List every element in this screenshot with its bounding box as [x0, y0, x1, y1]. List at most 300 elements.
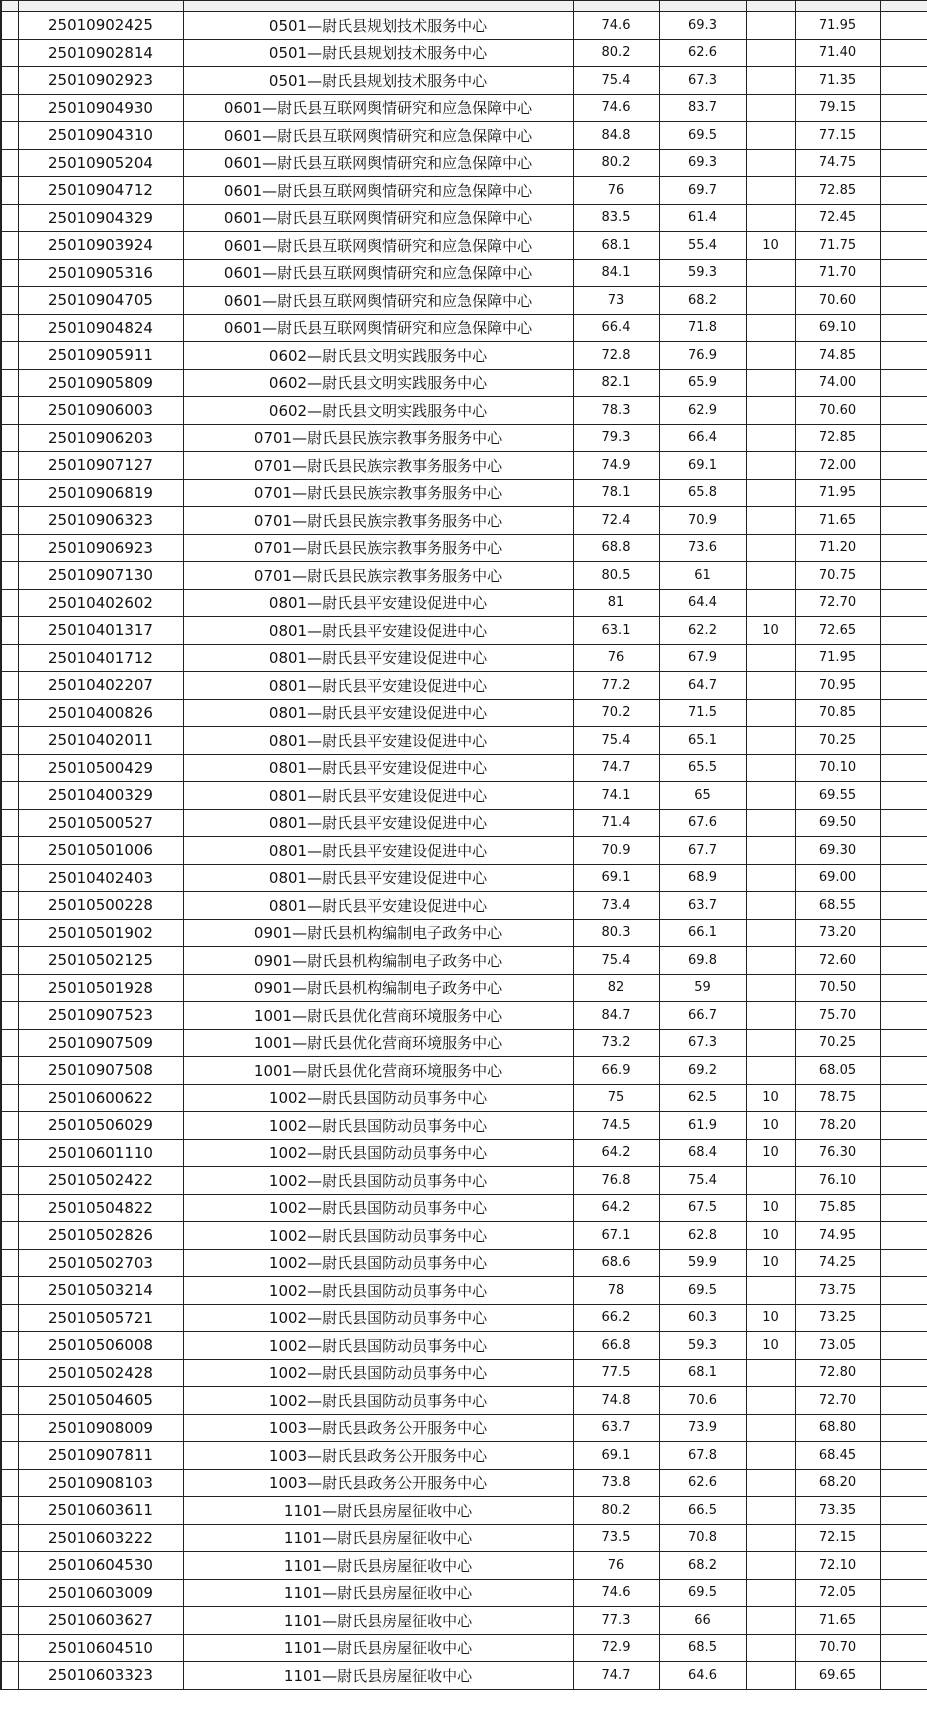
- exam-id-cell: 25010904705: [18, 287, 183, 315]
- bonus-cell: [746, 67, 795, 95]
- trailing-empty-cell: [880, 1167, 927, 1195]
- written-score-cell: 66.4: [573, 314, 659, 342]
- position-cell: 0601—尉氏县互联网舆情研究和应急保障中心: [183, 122, 573, 150]
- position-cell: 0801—尉氏县平安建设促进中心: [183, 672, 573, 700]
- interview-score-cell: 59.9: [659, 1249, 746, 1277]
- written-score-cell: 79.3: [573, 424, 659, 452]
- exam-id-cell: 25010907130: [18, 562, 183, 590]
- interview-score-cell: 61: [659, 562, 746, 590]
- header-cell: [573, 1, 659, 12]
- interview-score-cell: 67.6: [659, 809, 746, 837]
- written-score-cell: 74.6: [573, 94, 659, 122]
- exam-id-cell: 25010501928: [18, 974, 183, 1002]
- row-gutter-cell: [1, 1249, 18, 1277]
- written-score-cell: 72.9: [573, 1634, 659, 1662]
- total-score-cell: 72.65: [795, 617, 880, 645]
- bonus-cell: [746, 1442, 795, 1470]
- total-score-cell: 73.05: [795, 1332, 880, 1360]
- table-row: [1, 1662, 927, 1690]
- exam-id-cell: 25010502703: [18, 1249, 183, 1277]
- bonus-cell: 10: [746, 232, 795, 260]
- interview-score-cell: 64.6: [659, 1662, 746, 1690]
- trailing-empty-cell: [880, 1634, 927, 1662]
- written-score-cell: 75: [573, 1084, 659, 1112]
- exam-id-cell: 25010401317: [18, 617, 183, 645]
- total-score-cell: 78.20: [795, 1112, 880, 1140]
- written-score-cell: 73.8: [573, 1469, 659, 1497]
- written-score-cell: 76.8: [573, 1167, 659, 1195]
- written-score-cell: 72.8: [573, 342, 659, 370]
- total-score-cell: 75.85: [795, 1194, 880, 1222]
- position-cell: 0601—尉氏县互联网舆情研究和应急保障中心: [183, 314, 573, 342]
- table-row: [1, 947, 927, 975]
- table-row: [1, 1029, 927, 1057]
- trailing-empty-cell: [880, 699, 927, 727]
- written-score-cell: 64.2: [573, 1194, 659, 1222]
- header-row-clipped: [1, 1, 927, 12]
- written-score-cell: 74.8: [573, 1387, 659, 1415]
- position-cell: 1101—尉氏县房屋征收中心: [183, 1607, 573, 1635]
- exam-id-cell: 25010500228: [18, 892, 183, 920]
- trailing-empty-cell: [880, 562, 927, 590]
- row-gutter-cell: [1, 1414, 18, 1442]
- table-row: [1, 1442, 927, 1470]
- written-score-cell: 82: [573, 974, 659, 1002]
- position-cell: 0801—尉氏县平安建设促进中心: [183, 864, 573, 892]
- exam-id-cell: 25010402403: [18, 864, 183, 892]
- total-score-cell: 70.70: [795, 1634, 880, 1662]
- table-row: [1, 1249, 927, 1277]
- interview-score-cell: 69.7: [659, 177, 746, 205]
- trailing-empty-cell: [880, 754, 927, 782]
- bonus-cell: [746, 947, 795, 975]
- total-score-cell: 72.60: [795, 947, 880, 975]
- bonus-cell: [746, 1057, 795, 1085]
- written-score-cell: 68.1: [573, 232, 659, 260]
- trailing-empty-cell: [880, 974, 927, 1002]
- total-score-cell: 72.00: [795, 452, 880, 480]
- row-gutter-cell: [1, 259, 18, 287]
- interview-score-cell: 62.6: [659, 1469, 746, 1497]
- written-score-cell: 73.5: [573, 1524, 659, 1552]
- written-score-cell: 70.2: [573, 699, 659, 727]
- total-score-cell: 79.15: [795, 94, 880, 122]
- written-score-cell: 78: [573, 1277, 659, 1305]
- exam-id-cell: 25010908103: [18, 1469, 183, 1497]
- row-gutter-cell: [1, 589, 18, 617]
- bonus-cell: [746, 1277, 795, 1305]
- total-score-cell: 69.00: [795, 864, 880, 892]
- row-gutter-cell: [1, 1579, 18, 1607]
- bonus-cell: 10: [746, 1084, 795, 1112]
- trailing-empty-cell: [880, 1359, 927, 1387]
- row-gutter-cell: [1, 1552, 18, 1580]
- position-cell: 1101—尉氏县房屋征收中心: [183, 1497, 573, 1525]
- total-score-cell: 70.75: [795, 562, 880, 590]
- total-score-cell: 73.75: [795, 1277, 880, 1305]
- exam-id-cell: 25010400826: [18, 699, 183, 727]
- interview-score-cell: 64.7: [659, 672, 746, 700]
- table-row: [1, 507, 927, 535]
- table-row: [1, 782, 927, 810]
- position-cell: 1002—尉氏县国防动员事务中心: [183, 1194, 573, 1222]
- exam-id-cell: 25010905204: [18, 149, 183, 177]
- bonus-cell: [746, 809, 795, 837]
- exam-id-cell: 25010907508: [18, 1057, 183, 1085]
- position-cell: 0601—尉氏县互联网舆情研究和应急保障中心: [183, 177, 573, 205]
- exam-id-cell: 25010506029: [18, 1112, 183, 1140]
- bonus-cell: [746, 1634, 795, 1662]
- trailing-empty-cell: [880, 864, 927, 892]
- table-row: [1, 1222, 927, 1250]
- table-body: [1, 1, 927, 1690]
- trailing-empty-cell: [880, 1332, 927, 1360]
- interview-score-cell: 61.4: [659, 204, 746, 232]
- bonus-cell: [746, 672, 795, 700]
- row-gutter-cell: [1, 1029, 18, 1057]
- position-cell: 0602—尉氏县文明实践服务中心: [183, 369, 573, 397]
- bonus-cell: [746, 1167, 795, 1195]
- trailing-empty-cell: [880, 617, 927, 645]
- interview-score-cell: 59: [659, 974, 746, 1002]
- table-row: [1, 1607, 927, 1635]
- row-gutter-cell: [1, 1222, 18, 1250]
- position-cell: 1101—尉氏县房屋征收中心: [183, 1662, 573, 1690]
- exam-id-cell: 25010502125: [18, 947, 183, 975]
- written-score-cell: 74.1: [573, 782, 659, 810]
- interview-score-cell: 76.9: [659, 342, 746, 370]
- header-cell: [183, 1, 573, 12]
- row-gutter-cell: [1, 837, 18, 865]
- bonus-cell: [746, 644, 795, 672]
- row-gutter-cell: [1, 892, 18, 920]
- written-score-cell: 77.3: [573, 1607, 659, 1635]
- trailing-empty-cell: [880, 947, 927, 975]
- trailing-empty-cell: [880, 1304, 927, 1332]
- table-row: [1, 424, 927, 452]
- trailing-empty-cell: [880, 837, 927, 865]
- trailing-empty-cell: [880, 232, 927, 260]
- total-score-cell: 68.80: [795, 1414, 880, 1442]
- exam-id-cell: 25010906003: [18, 397, 183, 425]
- bonus-cell: [746, 177, 795, 205]
- exam-id-cell: 25010603611: [18, 1497, 183, 1525]
- total-score-cell: 72.85: [795, 424, 880, 452]
- exam-id-cell: 25010907509: [18, 1029, 183, 1057]
- trailing-empty-cell: [880, 892, 927, 920]
- position-cell: 0601—尉氏县互联网舆情研究和应急保障中心: [183, 94, 573, 122]
- row-gutter-cell: [1, 122, 18, 150]
- total-score-cell: 72.10: [795, 1552, 880, 1580]
- interview-score-cell: 71.8: [659, 314, 746, 342]
- table-row: [1, 1332, 927, 1360]
- position-cell: 1003—尉氏县政务公开服务中心: [183, 1414, 573, 1442]
- total-score-cell: 71.40: [795, 39, 880, 67]
- interview-score-cell: 69.5: [659, 1277, 746, 1305]
- row-gutter-cell: [1, 1662, 18, 1690]
- trailing-empty-cell: [880, 122, 927, 150]
- exam-id-cell: 25010906819: [18, 479, 183, 507]
- exam-id-cell: 25010506008: [18, 1332, 183, 1360]
- exam-id-cell: 25010905809: [18, 369, 183, 397]
- bonus-cell: [746, 1579, 795, 1607]
- row-gutter-cell: [1, 864, 18, 892]
- position-cell: 1002—尉氏县国防动员事务中心: [183, 1139, 573, 1167]
- table-row: [1, 397, 927, 425]
- interview-score-cell: 60.3: [659, 1304, 746, 1332]
- total-score-cell: 70.60: [795, 397, 880, 425]
- written-score-cell: 66.8: [573, 1332, 659, 1360]
- written-score-cell: 66.2: [573, 1304, 659, 1332]
- row-gutter-cell: [1, 177, 18, 205]
- total-score-cell: 71.95: [795, 479, 880, 507]
- trailing-empty-cell: [880, 1084, 927, 1112]
- written-score-cell: 78.1: [573, 479, 659, 507]
- position-cell: 1002—尉氏县国防动员事务中心: [183, 1084, 573, 1112]
- table-row: [1, 974, 927, 1002]
- total-score-cell: 68.45: [795, 1442, 880, 1470]
- interview-score-cell: 67.3: [659, 67, 746, 95]
- written-score-cell: 75.4: [573, 727, 659, 755]
- written-score-cell: 80.2: [573, 39, 659, 67]
- table-row: [1, 1057, 927, 1085]
- table-row: [1, 1414, 927, 1442]
- total-score-cell: 70.95: [795, 672, 880, 700]
- total-score-cell: 77.15: [795, 122, 880, 150]
- row-gutter-cell: [1, 562, 18, 590]
- row-gutter-cell: [1, 287, 18, 315]
- table-row: [1, 644, 927, 672]
- row-gutter-cell: [1, 1524, 18, 1552]
- row-gutter-cell: [1, 672, 18, 700]
- bonus-cell: [746, 94, 795, 122]
- interview-score-cell: 66.1: [659, 919, 746, 947]
- row-gutter-cell: [1, 1002, 18, 1030]
- trailing-empty-cell: [880, 94, 927, 122]
- exam-id-cell: 25010603222: [18, 1524, 183, 1552]
- exam-id-cell: 25010906323: [18, 507, 183, 535]
- trailing-empty-cell: [880, 782, 927, 810]
- trailing-empty-cell: [880, 369, 927, 397]
- row-gutter-cell: [1, 754, 18, 782]
- table-row: [1, 727, 927, 755]
- table-row: [1, 479, 927, 507]
- position-cell: 0601—尉氏县互联网舆情研究和应急保障中心: [183, 149, 573, 177]
- trailing-empty-cell: [880, 1277, 927, 1305]
- row-gutter-cell: [1, 342, 18, 370]
- written-score-cell: 74.5: [573, 1112, 659, 1140]
- total-score-cell: 76.10: [795, 1167, 880, 1195]
- total-score-cell: 70.25: [795, 1029, 880, 1057]
- position-cell: 0602—尉氏县文明实践服务中心: [183, 342, 573, 370]
- position-cell: 0701—尉氏县民族宗教事务服务中心: [183, 534, 573, 562]
- total-score-cell: 71.95: [795, 12, 880, 40]
- trailing-empty-cell: [880, 1139, 927, 1167]
- header-cell: [659, 1, 746, 12]
- total-score-cell: 72.70: [795, 589, 880, 617]
- interview-score-cell: 61.9: [659, 1112, 746, 1140]
- position-cell: 0801—尉氏县平安建设促进中心: [183, 809, 573, 837]
- position-cell: 0601—尉氏县互联网舆情研究和应急保障中心: [183, 204, 573, 232]
- interview-score-cell: 69.3: [659, 149, 746, 177]
- total-score-cell: 71.70: [795, 259, 880, 287]
- row-gutter-cell: [1, 507, 18, 535]
- interview-score-cell: 63.7: [659, 892, 746, 920]
- trailing-empty-cell: [880, 287, 927, 315]
- table-row: [1, 809, 927, 837]
- exam-id-cell: 25010906923: [18, 534, 183, 562]
- row-gutter-cell: [1, 1387, 18, 1415]
- table-row: [1, 1469, 927, 1497]
- exam-id-cell: 25010603323: [18, 1662, 183, 1690]
- table-row: [1, 1304, 927, 1332]
- interview-score-cell: 69.5: [659, 122, 746, 150]
- bonus-cell: [746, 452, 795, 480]
- bonus-cell: [746, 1524, 795, 1552]
- trailing-empty-cell: [880, 204, 927, 232]
- bonus-cell: 10: [746, 1222, 795, 1250]
- bonus-cell: [746, 1414, 795, 1442]
- written-score-cell: 83.5: [573, 204, 659, 232]
- interview-score-cell: 66.7: [659, 1002, 746, 1030]
- exam-id-cell: 25010905316: [18, 259, 183, 287]
- row-gutter-cell: [1, 617, 18, 645]
- interview-score-cell: 65.8: [659, 479, 746, 507]
- bonus-cell: [746, 149, 795, 177]
- position-cell: 0901—尉氏县机构编制电子政务中心: [183, 947, 573, 975]
- written-score-cell: 73: [573, 287, 659, 315]
- bonus-cell: 10: [746, 617, 795, 645]
- row-gutter-cell: [1, 644, 18, 672]
- position-cell: 1002—尉氏县国防动员事务中心: [183, 1222, 573, 1250]
- row-gutter-cell: [1, 479, 18, 507]
- position-cell: 1002—尉氏县国防动员事务中心: [183, 1304, 573, 1332]
- interview-score-cell: 65.1: [659, 727, 746, 755]
- bonus-cell: [746, 727, 795, 755]
- row-gutter-cell: [1, 12, 18, 40]
- row-gutter-cell: [1, 782, 18, 810]
- written-score-cell: 64.2: [573, 1139, 659, 1167]
- table-row: [1, 672, 927, 700]
- position-cell: 1003—尉氏县政务公开服务中心: [183, 1442, 573, 1470]
- total-score-cell: 70.85: [795, 699, 880, 727]
- interview-score-cell: 55.4: [659, 232, 746, 260]
- position-cell: 0601—尉氏县互联网舆情研究和应急保障中心: [183, 259, 573, 287]
- exam-id-cell: 25010907811: [18, 1442, 183, 1470]
- written-score-cell: 69.1: [573, 1442, 659, 1470]
- exam-id-cell: 25010908009: [18, 1414, 183, 1442]
- bonus-cell: [746, 1662, 795, 1690]
- bonus-cell: [746, 754, 795, 782]
- row-gutter-cell: [1, 947, 18, 975]
- interview-score-cell: 67.8: [659, 1442, 746, 1470]
- exam-id-cell: 25010501006: [18, 837, 183, 865]
- written-score-cell: 74.7: [573, 754, 659, 782]
- position-cell: 1002—尉氏县国防动员事务中心: [183, 1332, 573, 1360]
- trailing-empty-cell: [880, 1442, 927, 1470]
- trailing-empty-cell: [880, 39, 927, 67]
- bonus-cell: [746, 1387, 795, 1415]
- written-score-cell: 69.1: [573, 864, 659, 892]
- row-gutter-cell: [1, 1084, 18, 1112]
- exam-id-cell: 25010603627: [18, 1607, 183, 1635]
- interview-score-cell: 67.3: [659, 1029, 746, 1057]
- position-cell: 1002—尉氏县国防动员事务中心: [183, 1167, 573, 1195]
- bonus-cell: [746, 1359, 795, 1387]
- interview-score-cell: 59.3: [659, 259, 746, 287]
- bonus-cell: 10: [746, 1304, 795, 1332]
- bonus-cell: 10: [746, 1112, 795, 1140]
- interview-score-cell: 68.4: [659, 1139, 746, 1167]
- bonus-cell: [746, 562, 795, 590]
- exam-id-cell: 25010502428: [18, 1359, 183, 1387]
- row-gutter-cell: [1, 974, 18, 1002]
- written-score-cell: 84.8: [573, 122, 659, 150]
- interview-score-cell: 75.4: [659, 1167, 746, 1195]
- bonus-cell: [746, 342, 795, 370]
- position-cell: 1002—尉氏县国防动员事务中心: [183, 1359, 573, 1387]
- bonus-cell: [746, 1029, 795, 1057]
- total-score-cell: 70.60: [795, 287, 880, 315]
- row-gutter-cell: [1, 1332, 18, 1360]
- row-gutter-cell: [1, 149, 18, 177]
- interview-score-cell: 68.2: [659, 1552, 746, 1580]
- total-score-cell: 71.65: [795, 507, 880, 535]
- bonus-cell: [746, 589, 795, 617]
- bonus-cell: [746, 397, 795, 425]
- trailing-empty-cell: [880, 479, 927, 507]
- bonus-cell: [746, 122, 795, 150]
- row-gutter-cell: [1, 1442, 18, 1470]
- trailing-empty-cell: [880, 919, 927, 947]
- position-cell: 1001—尉氏县优化营商环境服务中心: [183, 1057, 573, 1085]
- trailing-empty-cell: [880, 1112, 927, 1140]
- interview-score-cell: 70.9: [659, 507, 746, 535]
- exam-id-cell: 25010907127: [18, 452, 183, 480]
- interview-score-cell: 71.5: [659, 699, 746, 727]
- written-score-cell: 78.3: [573, 397, 659, 425]
- bonus-cell: 10: [746, 1194, 795, 1222]
- table-row: [1, 892, 927, 920]
- interview-score-cell: 64.4: [659, 589, 746, 617]
- row-gutter-cell: [1, 1359, 18, 1387]
- table-row: [1, 534, 927, 562]
- row-gutter-cell: [1, 1112, 18, 1140]
- table-row: [1, 589, 927, 617]
- written-score-cell: 63.1: [573, 617, 659, 645]
- row-gutter-cell: [1, 1057, 18, 1085]
- total-score-cell: 72.15: [795, 1524, 880, 1552]
- bonus-cell: [746, 699, 795, 727]
- position-cell: 0601—尉氏县互联网舆情研究和应急保障中心: [183, 232, 573, 260]
- total-score-cell: 73.20: [795, 919, 880, 947]
- interview-score-cell: 68.1: [659, 1359, 746, 1387]
- bonus-cell: [746, 534, 795, 562]
- total-score-cell: 69.10: [795, 314, 880, 342]
- exam-id-cell: 25010907523: [18, 1002, 183, 1030]
- total-score-cell: 78.75: [795, 1084, 880, 1112]
- position-cell: 0701—尉氏县民族宗教事务服务中心: [183, 452, 573, 480]
- exam-id-cell: 25010604530: [18, 1552, 183, 1580]
- interview-score-cell: 62.9: [659, 397, 746, 425]
- written-score-cell: 75.4: [573, 67, 659, 95]
- position-cell: 1002—尉氏县国防动员事务中心: [183, 1277, 573, 1305]
- written-score-cell: 77.2: [573, 672, 659, 700]
- bonus-cell: [746, 12, 795, 40]
- header-cell: [746, 1, 795, 12]
- written-score-cell: 68.6: [573, 1249, 659, 1277]
- table-row: [1, 837, 927, 865]
